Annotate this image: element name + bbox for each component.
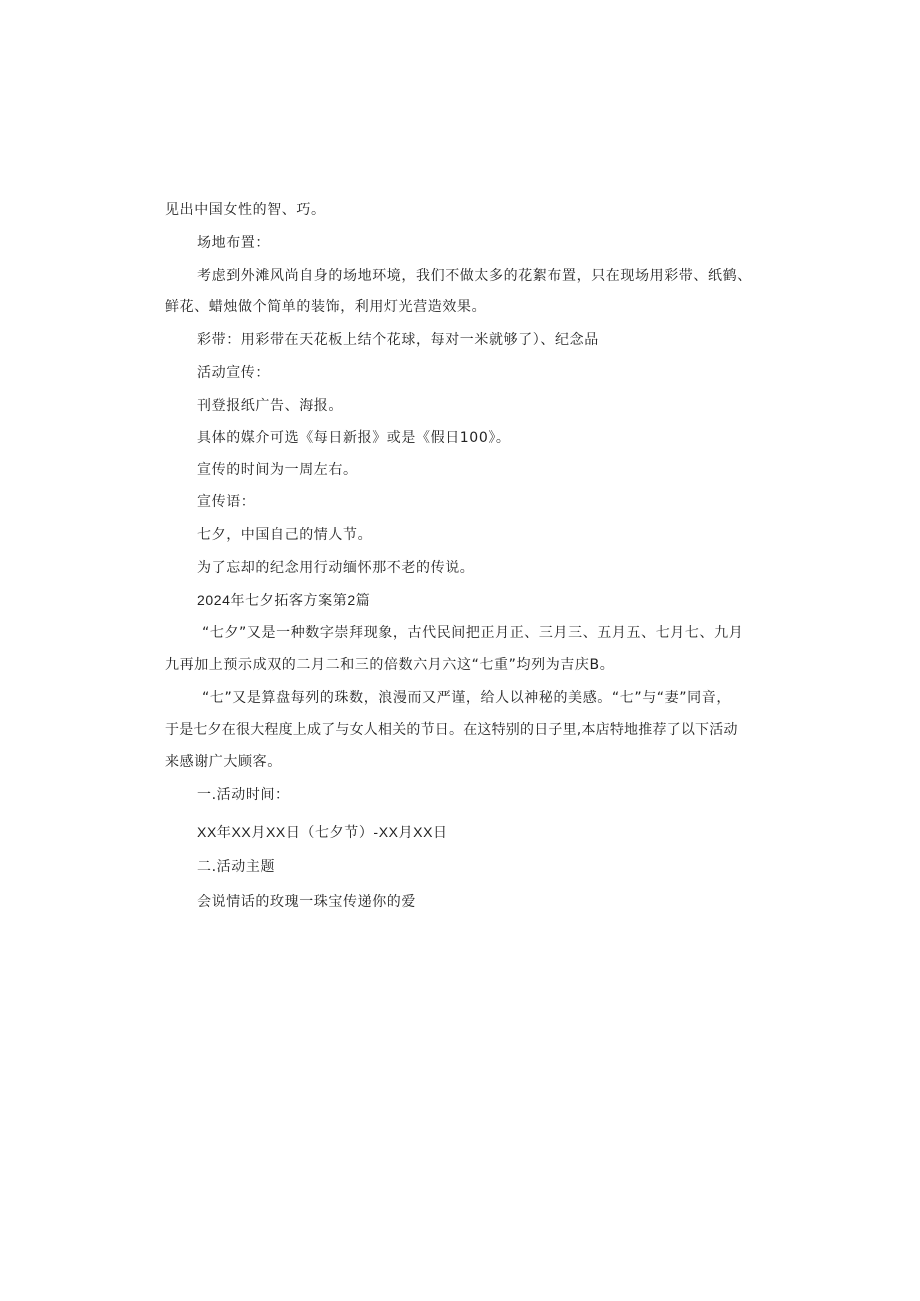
text-line: 彩带：用彩带在天花板上结个花球，每对一米就够了）、纪念品: [197, 332, 599, 348]
text-line: XX年XX月XX日（七夕节）-XX月XX日: [197, 824, 448, 840]
article-title: 2024年七夕拓客方案第2篇: [197, 592, 371, 608]
text-line: “七”又是算盘每列的珠数，浪漫而又严谨，给人以神秘的美感。“七”与“妻”同音，: [202, 690, 731, 706]
text-line: 宣传的时间为一周左右。: [197, 462, 358, 478]
text-line: 为了忘却的纪念用行动缅怀那不老的传说。: [197, 560, 475, 576]
text-line: 具体的媒介可选《每日新报》或是《假日100》。: [197, 430, 511, 446]
section-heading-time: 一.活动时间：: [197, 787, 290, 803]
section-heading-promotion: 活动宣传：: [197, 365, 270, 381]
text-line: “七夕”又是一种数字崇拜现象，古代民间把正月正、三月三、五月五、七月七、九月: [202, 625, 744, 641]
text-line: 鲜花、蜡烛做个简单的装饰，利用灯光营造效果。: [165, 299, 487, 315]
text-line: 会说情话的玫瑰一珠宝传递你的爱: [197, 894, 416, 910]
text-line: 七夕，中国自己的情人节。: [197, 527, 373, 543]
section-heading-venue: 场地布置：: [197, 235, 270, 251]
section-heading-slogan: 宣传语：: [197, 494, 256, 510]
text-line: 刊登报纸广告、海报。: [197, 398, 343, 414]
text-line: 见出中国女性的智、巧。: [165, 202, 326, 218]
text-line: 考虑到外滩风尚自身的场地环境，我们不做太多的花絮布置，只在现场用彩带、纸鹤、: [197, 268, 752, 284]
section-heading-theme: 二.活动主题: [197, 859, 276, 875]
text-line: 九再加上预示成双的二月二和三的倍数六月六这“七重”均列为吉庆B。: [165, 657, 615, 673]
text-line: 来感谢广大顾客。: [165, 754, 282, 770]
text-line: 于是七夕在很大程度上成了与女人相关的节日。在这特别的日子里,本店特地推荐了以下活动: [165, 722, 738, 738]
